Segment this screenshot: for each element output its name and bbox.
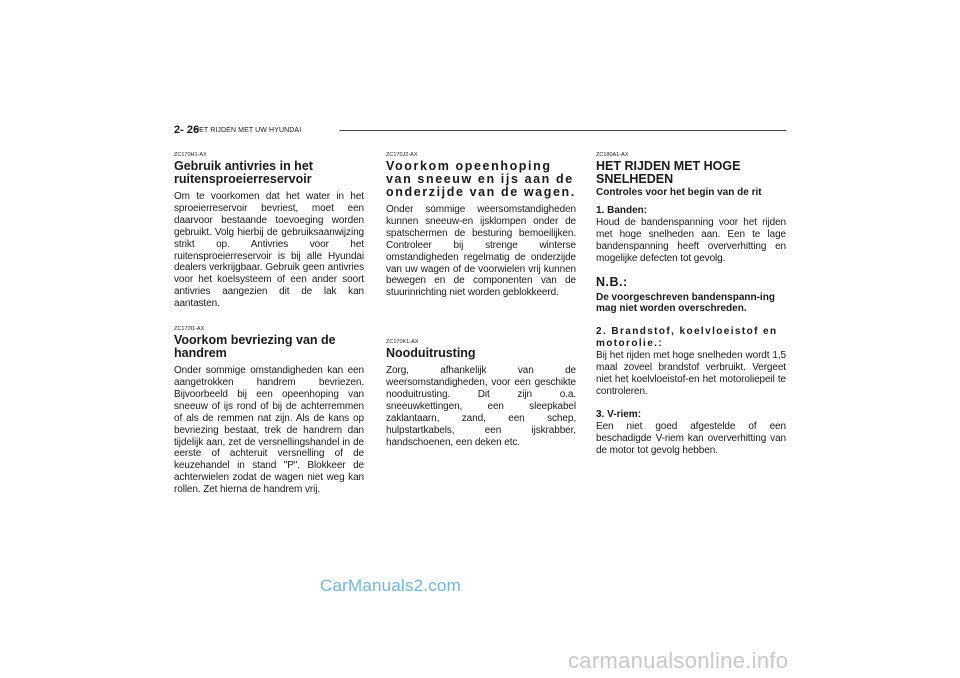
column-1 [174,152,364,496]
item-body-tires: Houd de bandenspanning voor het rijden met hoge snelheden aan. Een te lage bandenspanning heeft oververhitting en mogelijke defecten tot gevolg. [596,216,786,264]
section-body-emergency-kit: Zorg, afhankelijk van de weersomstandigheden, voor een geschikte nooduitrusting. Dit zijn o.a. sneeuwkettingen, een sleepkabel zaklantaarn, zand, een schep, hulpstartkabels, een ijskrabber, handschoenen, een deken etc. [386,365,576,448]
section-body-snow-ice: Onder sommige weersomstandigheden kunnen sneeuw-en ijsklompen onder de spatschermen de besturing bemoeilijken. Controleer bij strenge winterse omstandigheden regelmatig de onderzijde van uw wagen of de voorwielen vrij kunnen bewegen en de componenten van de stuurinrichting niet worden geblokkeerd. [386,204,576,299]
section-code: ZC180A1-AX [596,152,629,158]
item-title-vbelt: 3. V-riem: [596,408,642,420]
section-code: ZC170J2-AX [386,152,418,158]
item-body-vbelt: Een niet goed afgestelde of een beschadigde V-riem kan oververhitting van de motor tot gevolg hebben. [596,420,786,456]
section-title: HET RIJDEN MET UW HYUNDAI [194,127,302,134]
section-code: ZC170K1-AX [386,339,419,346]
section-body-antifreeze: Om te voorkomen dat het water in het sproeierreservoir bevriest, moet een daarvoor bestaande toevoeging worden gebruikt. Volg hierbij de gebruiksaanwijzing strikt op. Antivries voor het ruitensproeierreservoir is bij alle Hyundai dealers verkrijgbaar. Gebruik geen antivries voor het koelsysteem of een ander soort antivries aangezien dit de lak kan aantasten. [174,191,364,310]
item-body-fuel: Bij het rijden met hoge snelheden wordt 1,5 maal zoveel brandstof verbruikt. Vergeet niet het koelvloeistof-en het motoroliepeil te controleren. [596,350,786,397]
item-title-fuel: 2. Brandstof, koelvloeistof en motorolie.: [596,326,778,350]
page-header [174,124,786,136]
watermark-carmanualsonline: carmanualsonline.info [568,648,789,673]
section-heading-snow-ice: Voorkom opeenhoping van sneeuw en ijs aan de onderzijde van de wagen. [386,159,576,199]
column-3 [596,152,786,467]
item-title-tires: 1. Banden: [596,205,648,216]
section-heading-emergency-kit: Nooduitrusting [386,346,476,361]
note-title: N.B.: [596,274,628,289]
watermark-carmanuals2: CarManuals2.com [320,576,461,595]
section-heading-high-speed: HET RIJDEN MET HOGE SNELHEDEN [596,159,741,186]
header-rule [340,130,786,131]
note-body: De voorgeschreven bandenspann-ing mag niet worden overschreden. [596,291,775,315]
section-heading-handbrake: Voorkom bevriezing van de handrem [174,333,336,361]
section-code: ZC170I1-AX [174,326,205,333]
section-heading-antifreeze: Gebruik antivries in het ruitensproeierreservoir [174,159,313,186]
section-body-handbrake: Onder sommige omstandigheden kan een aangetrokken handrem bevriezen. Bijvoorbeeld bij een opeenhoping van sneeuw of ijs rond of bij de achterremmen of als de remmen nat zijn. Als de kans op bevriezing bestaat, trek de handrem dan tijdelijk aan, zet de versnellingshandel in de eerste of achteruit versnelling of de keuzehandel in stand "P". Blokkeer de achterwielen zodat de wagen niet weg kan rollen. Zet hierna de handrem vrij. [174,365,364,496]
column-2 [386,152,576,449]
section-code: ZC170H1-AX [174,152,207,158]
page-number: 2- 26 [174,124,200,136]
section-subheading: Controles voor het begin van de rit [596,187,762,198]
